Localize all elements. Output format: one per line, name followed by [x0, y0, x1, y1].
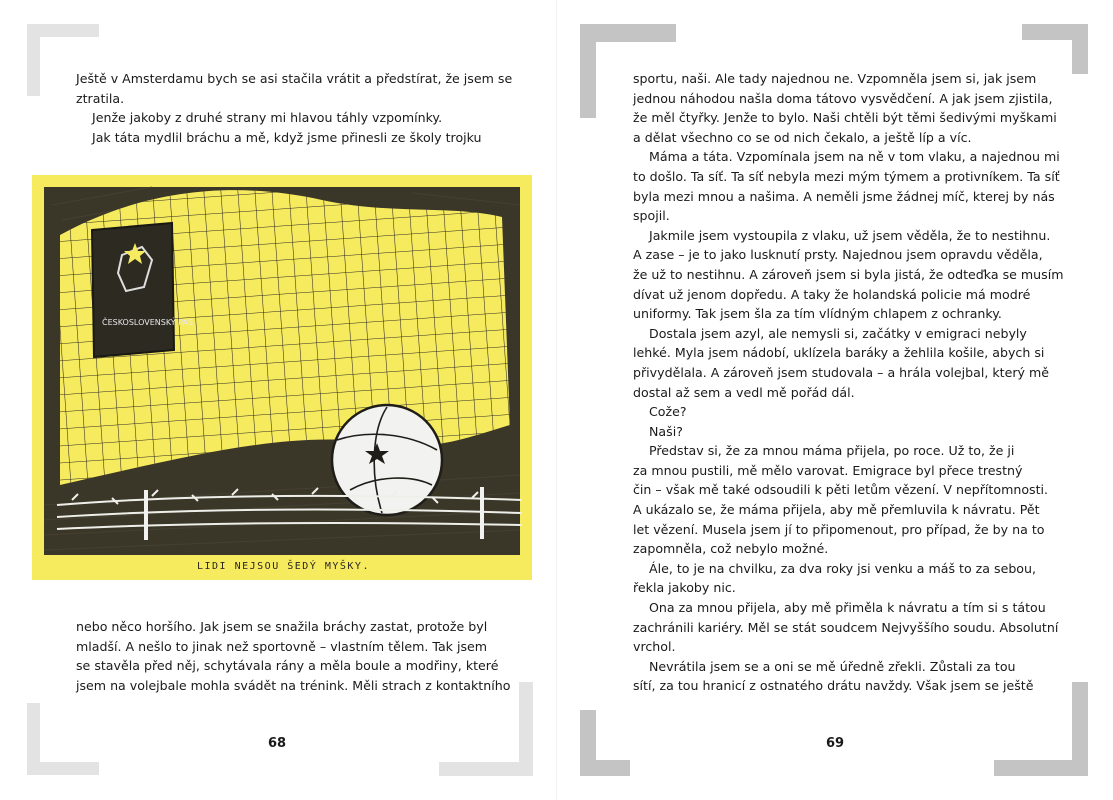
text-line: zachránili kariéry. Měl se stát soudcem Nejvyššího soudu. Absolutní [633, 619, 1059, 635]
text-line: dívat už jenom dopředu. A taky že holandská policie má modré [633, 286, 1031, 302]
text-line: přivydělala. A zároveň jsem studovala – a hrála volejbal, který mě [633, 364, 1050, 380]
text-line: Ona za mnou přijela, aby mě přiměla k návratu a tím si s tátou [649, 600, 1046, 616]
text-line: nebo něco horšího. Jak jsem se snažila bráchy zastat, protože byl [76, 619, 488, 634]
passport-label: ČESKOSLOVENSKÝ PAS [102, 318, 194, 327]
text-line: vrchol. [633, 639, 676, 655]
text-line: Nevrátila jsem se a oni se mě úředně zřekli. Zůstali za tou [649, 658, 1016, 674]
text-line: Ještě v Amsterdamu bych se asi stačila vrátit a předstírat, že jsem se [76, 71, 513, 86]
text-line: řekla jakoby nic. [633, 580, 736, 596]
text-line: Cože? [649, 404, 687, 420]
text-line: ztratila. [76, 90, 125, 106]
page-number: 68 [268, 736, 287, 751]
text-line: Máma a táta. Vzpomínala jsem na ně v tom vlaku, a najednou mi [649, 149, 1060, 165]
text-line: A zase – je to jako lusknutí prsty. Najednou jsem opravdu věděla, [633, 247, 1043, 263]
text-line: sítí, za tou hranicí z ostnatého drátu navždy. Však jsem se ještě [633, 678, 1034, 694]
page-number: 69 [826, 736, 845, 751]
text-line: Jak táta mydlil bráchu a mě, když jsme přinesli ze školy trojku [92, 129, 482, 145]
right-page-text [633, 69, 1063, 696]
right-page [557, 0, 1113, 800]
text-line: A ukázalo se, že máma přijela, aby mě přemluvila k návratu. Pět [633, 502, 1040, 518]
text-line: uniformy. Tak jsem šla za tím vlídným chlapem z ochranky. [633, 306, 1002, 322]
corner-bracket-top-left-vertical [27, 24, 40, 96]
left-page-bottom-text [76, 617, 510, 695]
text-line: že měl čtyřky. Jenže to bylo. Naši chtěli být těmi šedivými myškami [633, 110, 1057, 126]
corner-bracket-top-left-vertical [580, 24, 596, 118]
corner-bracket-bottom-right-vertical [1072, 682, 1088, 776]
left-page-top-text [76, 69, 512, 147]
text-line: a dělat všechno co se od nich čekalo, a ještě líp a víc. [633, 129, 972, 145]
fence-post [480, 487, 484, 539]
text-line: že už to nestihnu. A zároveň jsem si byla jistá, že odteďka se musím [633, 266, 1064, 282]
text-line: dostal až sem a vedl mě pořád dál. [633, 384, 855, 400]
text-line: jednou náhodou našla doma tátovo vysvědčení. A jak jsem zjistila, [633, 90, 1053, 106]
text-line: Jenže jakoby z druhé strany mi hlavou táhly vzpomínky. [92, 110, 443, 126]
text-line: let vězení. Musela jsem jí to připomenout, pro případ, že by na to [633, 521, 1045, 537]
text-line: sportu, naši. Ale tady najednou ne. Vzpomněla jsem si, jak jsem [633, 71, 1037, 86]
text-line: lehké. Myla jsem nádobí, uklízela baráky a žehlila košile, abych si [633, 345, 1045, 361]
text-line: Ále, to je na chvilku, za dva roky jsi venku a máš to za sebou, [649, 560, 1036, 576]
corner-bracket-bottom-left-vertical [27, 703, 40, 775]
text-line: čin – však mě také odsoudili k pěti letům vězení. V nepřítomnosti. [633, 482, 1049, 498]
text-line: jsem na volejbale mohla svádět na trénink. Měli strach z kontaktního [76, 677, 511, 693]
fence-post [144, 490, 148, 540]
text-line: za mnou pustili, mě mělo varovat. Emigrace byl přece trestný [633, 462, 1023, 478]
volleyball [332, 405, 442, 515]
corner-bracket-bottom-right-vertical [519, 682, 533, 776]
illustration-caption: LIDI NEJSOU ŠEDÝ MYŠKY. [197, 561, 370, 572]
text-line: spojil. [633, 208, 670, 224]
text-line: mladší. A nešlo to jinak než sportovně – vlastním tělem. Tak jsem [76, 638, 488, 654]
text-line: zapomněla, což nebylo možné. [633, 541, 829, 557]
text-line: to došlo. Ta síť. Ta síť nebyla mezi mým týmem a protivníkem. Ta síť [633, 168, 1060, 184]
corner-bracket-bottom-left-vertical [580, 710, 596, 776]
left-page [0, 0, 556, 800]
text-line: Dostala jsem azyl, ale nemysli si, začátky v emigraci nebyly [649, 325, 1027, 341]
text-line: se stavěla před něj, schytávala rány a měla boule a modřiny, které [76, 658, 499, 674]
text-line: Naši? [649, 423, 683, 439]
text-line: Představ si, že za mnou máma přijela, po roce. Už to, že ji [649, 443, 1015, 459]
illustration-volleyball-net [32, 175, 532, 580]
corner-bracket-top-right-vertical [1072, 24, 1088, 74]
text-line: Jakmile jsem vystoupila z vlaku, už jsem věděla, že to nestihnu. [649, 227, 1051, 243]
text-line: byla mezi mnou a našima. A neměli jsme žádnej míč, kterej by nás [633, 188, 1055, 204]
